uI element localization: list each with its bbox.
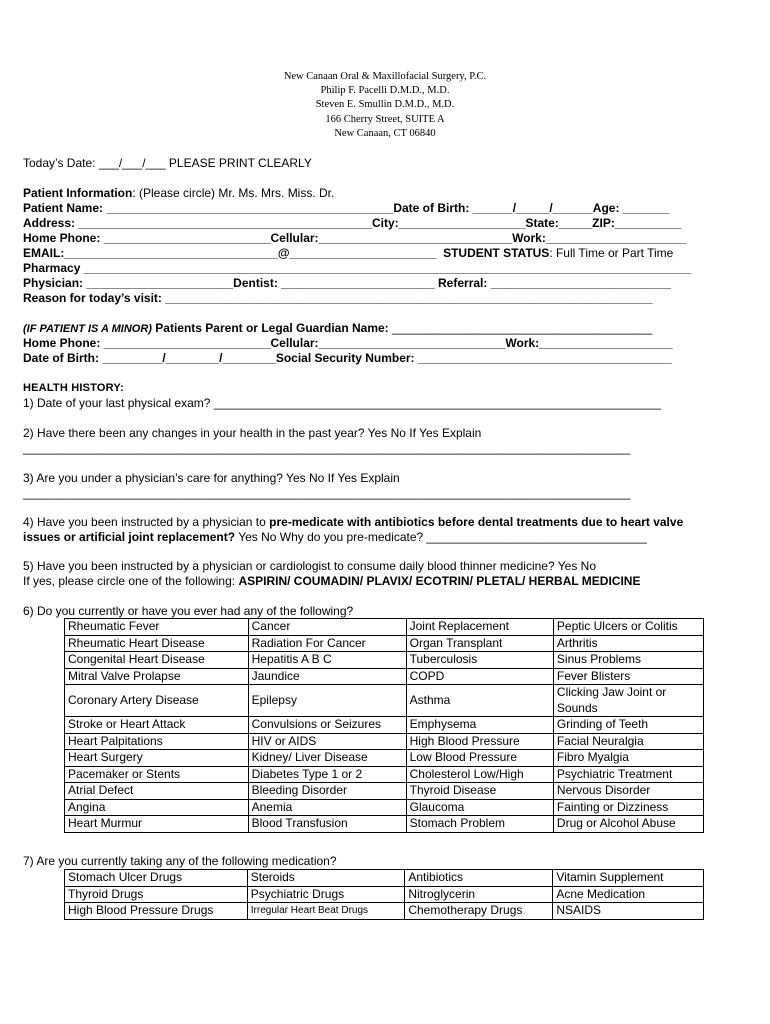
conditions-table — [64, 618, 704, 833]
guardian-dob-ssn-field[interactable]: Date of Birth: _________/________/________Social Security Number: ______________________________________ — [23, 351, 672, 365]
table-cell[interactable]: Steroids — [247, 870, 405, 887]
table-cell[interactable]: Cancer — [248, 619, 406, 636]
table-cell[interactable]: Antibiotics — [405, 870, 553, 887]
table-row — [65, 717, 704, 734]
table-cell[interactable]: Joint Replacement — [406, 619, 553, 636]
table-cell[interactable]: Stomach Problem — [406, 816, 553, 833]
table-cell[interactable]: Peptic Ulcers or Colitis — [553, 619, 703, 636]
q5-med-options[interactable]: ASPIRIN/ COUMADIN/ PLAVIX/ ECOTRIN/ PLETAL/ HERBAL MEDICINE — [238, 574, 641, 588]
email-student-line[interactable] — [23, 246, 673, 260]
table-cell[interactable]: Stomach Ulcer Drugs — [65, 870, 248, 887]
table-cell[interactable]: Psychiatric Treatment — [553, 766, 703, 783]
table-row — [65, 783, 704, 800]
table-cell[interactable]: Clicking Jaw Joint or Sounds — [553, 685, 703, 717]
table-cell[interactable]: Diabetes Type 1 or 2 — [248, 766, 406, 783]
table-cell[interactable]: Fainting or Dizziness — [553, 799, 703, 816]
patient-info-text: : (Please circle) Mr. Ms. Mrs. Miss. Dr. — [132, 186, 335, 200]
table-row — [65, 886, 704, 903]
table-cell[interactable]: Facial Neuralgia — [553, 733, 703, 750]
table-row — [65, 652, 704, 669]
table-cell[interactable]: Drug or Alcohol Abuse — [553, 816, 703, 833]
email-field[interactable]: EMAIL:________________________________@______________________ — [23, 246, 437, 260]
table-cell[interactable]: Tuberculosis — [406, 652, 553, 669]
table-cell[interactable]: Epilepsy — [248, 685, 406, 717]
todays-date-line: Today’s Date: ___/___/___ PLEASE PRINT CLEARLY — [23, 156, 312, 170]
table-cell[interactable]: Arthritis — [553, 635, 703, 652]
table-cell[interactable]: Rheumatic Heart Disease — [65, 635, 249, 652]
table-cell[interactable]: Grinding of Teeth — [553, 717, 703, 734]
physician-dentist-referral-field[interactable]: Physician: ______________________Dentist: _______________________ Referral: ___________________________ — [23, 276, 671, 290]
table-cell[interactable]: High Blood Pressure Drugs — [65, 903, 248, 920]
table-cell[interactable]: Sinus Problems — [553, 652, 703, 669]
table-cell[interactable]: Fever Blisters — [553, 668, 703, 685]
table-cell[interactable]: Fibro Myalgia — [553, 750, 703, 767]
q4-bold-2: issues or artificial joint replacement? — [23, 530, 236, 544]
table-row — [65, 668, 704, 685]
table-row — [65, 685, 704, 717]
guardian-name-label: Patients Parent or Legal Guardian Name: — [155, 321, 389, 335]
table-cell[interactable]: Vitamin Supplement — [553, 870, 704, 887]
table-row — [65, 635, 704, 652]
table-cell[interactable]: NSAIDS — [553, 903, 704, 920]
table-cell[interactable]: Acne Medication — [553, 886, 704, 903]
table-cell[interactable]: Hepatitis A B C — [248, 652, 406, 669]
practice-header — [0, 70, 770, 141]
q4-premedicate-cont[interactable] — [23, 530, 647, 544]
table-row — [65, 870, 704, 887]
q5-circle-text: If yes, please circle one of the following: — [23, 574, 239, 588]
table-cell[interactable]: Heart Murmur — [65, 816, 249, 833]
table-cell[interactable]: Heart Palpitations — [65, 733, 249, 750]
table-cell[interactable]: HIV or AIDS — [248, 733, 406, 750]
q4-premedicate — [23, 515, 683, 529]
table-cell[interactable]: Rheumatic Fever — [65, 619, 249, 636]
table-cell[interactable]: Irregular Heart Beat Drugs — [247, 903, 405, 920]
q4-answer[interactable]: Yes No Why do you pre-medicate? _________________________________ — [235, 530, 647, 544]
patient-info-line — [23, 186, 334, 200]
q5-blood-thinner[interactable]: 5) Have you been instructed by a physician or cardiologist to consume daily blood thinner medicine? Yes No — [23, 559, 596, 573]
table-row — [65, 903, 704, 920]
q2-health-changes[interactable]: 2) Have there been any changes in your health in the past year? Yes No If Yes Explain — [23, 426, 482, 440]
q7-medications: 7) Are you currently taking any of the following medication? — [23, 854, 337, 868]
table-cell[interactable]: Angina — [65, 799, 249, 816]
table-cell[interactable]: Atrial Defect — [65, 783, 249, 800]
table-cell[interactable]: Jaundice — [248, 668, 406, 685]
table-cell[interactable]: Stroke or Heart Attack — [65, 717, 249, 734]
q2-explain-line[interactable]: ___________________________________________________________________________________________ — [23, 441, 631, 455]
patient-info-label: Patient Information — [23, 186, 133, 200]
table-cell[interactable]: Nervous Disorder — [553, 783, 703, 800]
patient-name-field[interactable]: Patient Name: ___________________________________________Date of Birth: ______/_____/______Age: _______ — [23, 201, 670, 215]
table-cell[interactable]: Psychiatric Drugs — [247, 886, 405, 903]
table-cell[interactable]: Thyroid Drugs — [65, 886, 248, 903]
table-cell[interactable]: Pacemaker or Stents — [65, 766, 249, 783]
q5-meds-line[interactable] — [23, 574, 640, 588]
table-cell[interactable]: Organ Transplant — [406, 635, 553, 652]
home-phone-field[interactable]: Home Phone: _________________________Cellular:_____________________________Work:_____________________ — [23, 231, 686, 245]
guardian-name-line[interactable] — [23, 321, 652, 336]
student-status-options[interactable]: : Full Time or Part Time — [549, 246, 674, 260]
table-cell[interactable]: Emphysema — [406, 717, 553, 734]
table-cell[interactable]: Coronary Artery Disease — [65, 685, 249, 717]
health-history-title: HEALTH HISTORY: — [23, 382, 124, 394]
table-cell[interactable]: Convulsions or Seizures — [248, 717, 406, 734]
reason-for-visit-field[interactable]: Reason for today’s visit: _________________________________________________________________________ — [23, 291, 653, 305]
table-row — [65, 766, 704, 783]
table-cell[interactable]: Asthma — [406, 685, 553, 717]
table-row — [65, 619, 704, 636]
q4-text: 4) Have you been instructed by a physician to — [23, 515, 270, 529]
doctor-2: Steven E. Smullin D.M.D., M.D. — [315, 99, 455, 111]
practice-name: New Canaan Oral & Maxillofacial Surgery, P.C. — [283, 71, 487, 82]
q1-physical-exam[interactable]: 1) Date of your last physical exam? ___________________________________________________________________ — [23, 396, 661, 410]
table-cell[interactable]: Blood Transfusion — [248, 816, 406, 833]
table-row — [65, 816, 704, 833]
minor-label: (IF PATIENT IS A MINOR) — [23, 323, 152, 335]
table-row — [65, 799, 704, 816]
address-field[interactable]: Address: ____________________________________________City:___________________State:_____ZIP:__________ — [23, 216, 682, 230]
table-cell[interactable]: Glaucoma — [406, 799, 553, 816]
table-cell[interactable]: Nitroglycerin — [405, 886, 553, 903]
doctor-1: Philip F. Pacelli D.M.D., M.D. — [320, 85, 450, 97]
guardian-phone-field[interactable]: Home Phone: _________________________Cellular:____________________________Work:____________________ — [23, 336, 673, 350]
q6-conditions: 6) Do you currently or have you ever had any of the following? — [23, 604, 354, 618]
table-cell[interactable]: Low Blood Pressure — [406, 750, 553, 767]
table-cell[interactable]: COPD — [406, 668, 553, 685]
table-row — [65, 733, 704, 750]
table-cell[interactable]: Heart Surgery — [65, 750, 249, 767]
q3-physician-care[interactable]: 3) Are you under a physician’s care for anything? Yes No If Yes Explain — [23, 471, 400, 485]
table-cell[interactable]: Congenital Heart Disease — [65, 652, 249, 669]
q4-bold-1: pre-medicate with antibiotics before dental treatments due to heart valve — [269, 515, 684, 529]
medications-table — [64, 869, 704, 920]
practice-street: 166 Cherry Street, SUITE A — [325, 113, 445, 125]
table-cell[interactable]: Thyroid Disease — [406, 783, 553, 800]
table-cell[interactable]: Chemotherapy Drugs — [405, 903, 553, 920]
table-row — [65, 750, 704, 767]
table-cell[interactable]: Kidney/ Liver Disease — [248, 750, 406, 767]
guardian-name-blank[interactable]: _______________________________________ — [388, 321, 653, 335]
table-cell[interactable]: Mitral Valve Prolapse — [65, 668, 249, 685]
table-cell[interactable]: Bleeding Disorder — [248, 783, 406, 800]
student-status-label: STUDENT STATUS — [443, 246, 550, 260]
pharmacy-field[interactable]: Pharmacy ___________________________________________________________________________________________ — [23, 261, 692, 275]
q3-explain-line[interactable]: ___________________________________________________________________________________________ — [23, 486, 631, 500]
table-cell[interactable]: Anemia — [248, 799, 406, 816]
table-cell[interactable]: Radiation For Cancer — [248, 635, 406, 652]
table-cell[interactable]: High Blood Pressure — [406, 733, 553, 750]
table-cell[interactable]: Cholesterol Low/High — [406, 766, 553, 783]
practice-city: New Canaan, CT 06840 — [334, 127, 436, 139]
